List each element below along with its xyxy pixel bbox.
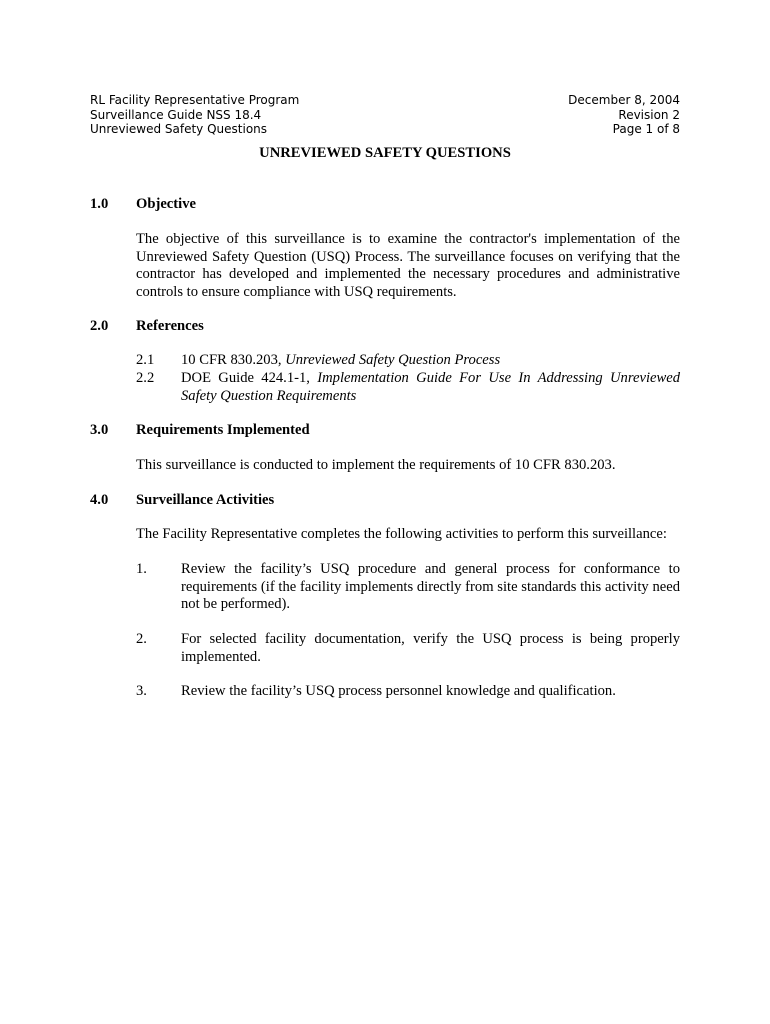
reference-number: 2.1 [136, 352, 155, 368]
activity-number: 2. [136, 631, 147, 647]
header-row [90, 122, 680, 137]
header-revision: Revision 2 [618, 107, 680, 122]
activity-number: 1. [136, 561, 147, 577]
activity-item: Review the facility’s USQ process personnel knowledge and qualification. [181, 683, 616, 699]
section-number: 4.0 [90, 492, 109, 508]
header-row [90, 108, 680, 123]
page-header [90, 93, 680, 137]
document-title: UNREVIEWED SAFETY QUESTIONS [259, 145, 511, 161]
section-title: Requirements Implemented [136, 422, 310, 438]
section-title: References [136, 318, 204, 334]
section-number: 2.0 [90, 318, 109, 334]
activity-item: Review the facility’s USQ procedure and general process for conformance to requirements (if the facility implements directly from site standards this activity need not be performed). [181, 561, 680, 612]
section-title: Objective [136, 196, 196, 212]
reference-title: Unreviewed Safety Question Process [285, 352, 501, 368]
header-guide: Surveillance Guide NSS 18.4 [90, 107, 262, 122]
header-date: December 8, 2004 [568, 93, 680, 107]
reference-plain: DOE Guide 424.1-1, [181, 370, 318, 386]
requirements-paragraph: This surveillance is conducted to implement the requirements of 10 CFR 830.203. [136, 457, 616, 473]
header-page-number: Page 1 of 8 [612, 122, 680, 136]
activities-intro: The Facility Representative completes the following activities to perform this surveillance: [136, 526, 667, 542]
activity-item: For selected facility documentation, verify the USQ process is being properly implemented. [181, 631, 680, 665]
reference-item [181, 352, 680, 370]
objective-paragraph: The objective of this surveillance is to examine the contractor's implementation of the Unreviewed Safety Question (USQ) Process. The surveillance focuses on verifying that the contractor has developed and implemented the necessary procedures and administrative controls to ensure compliance with USQ requirements. [136, 231, 680, 300]
reference-plain: 10 CFR 830.203, [181, 352, 286, 368]
header-program: RL Facility Representative Program [90, 93, 300, 107]
reference-title: Implementation Guide For Use In Addressing Unreviewed Safety Question Requirements [181, 370, 680, 404]
reference-number: 2.2 [136, 370, 155, 386]
section-number: 3.0 [90, 422, 109, 438]
activity-number: 3. [136, 683, 147, 699]
section-title: Surveillance Activities [136, 492, 275, 508]
reference-item [181, 370, 680, 405]
header-subject: Unreviewed Safety Questions [90, 122, 268, 136]
section-number: 1.0 [90, 196, 109, 212]
header-row [90, 93, 680, 108]
